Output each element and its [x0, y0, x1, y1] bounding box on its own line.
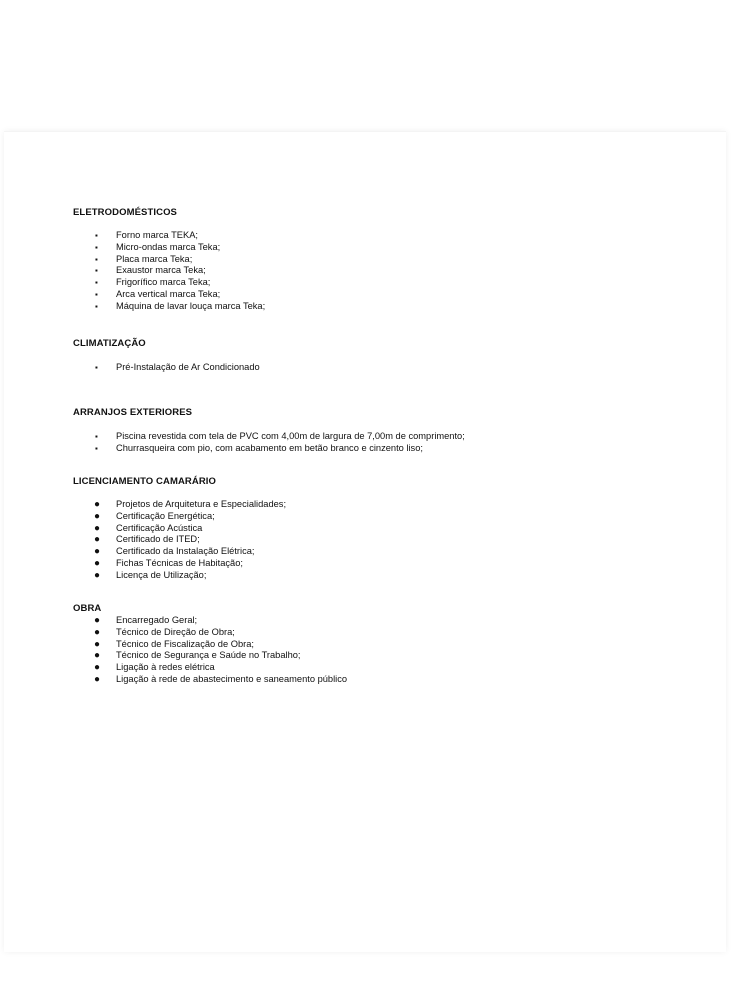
section-title: CLIMATIZAÇÃO — [73, 338, 146, 349]
list-item-text: Churrasqueira com pio, com acabamento em betão branco e cinzento liso; — [116, 442, 423, 453]
round-bullet-icon: ● — [94, 662, 101, 674]
round-bullet-icon: ● — [94, 510, 101, 522]
round-bullet-icon: ● — [94, 626, 101, 638]
item-list — [73, 230, 693, 313]
square-bullet-icon: ▪ — [95, 432, 98, 441]
section-licenciamento-camarario — [73, 476, 693, 582]
list-item — [73, 499, 693, 511]
square-bullet-icon: ▪ — [95, 443, 98, 453]
list-item — [73, 301, 693, 313]
list-item-text: Técnico de Direção de Obra; — [116, 626, 235, 637]
round-bullet-icon: ● — [94, 546, 101, 558]
round-bullet-icon: ● — [94, 673, 101, 685]
round-bullet-icon: ● — [94, 557, 101, 569]
list-item-text: Forno marca TEKA; — [116, 230, 198, 240]
square-bullet-icon: ▪ — [95, 289, 98, 299]
list-item — [73, 431, 693, 443]
list-item-text: Técnico de Fiscalização de Obra; — [116, 638, 254, 649]
list-item — [73, 511, 693, 523]
list-item — [73, 277, 693, 289]
list-item-text: Frigorífico marca Teka; — [116, 277, 211, 288]
item-list — [73, 431, 693, 455]
list-item-text: Certificação Energética; — [116, 510, 215, 521]
square-bullet-icon: ▪ — [95, 266, 98, 276]
round-bullet-icon: ● — [94, 615, 101, 626]
list-item-text: Placa marca Teka; — [116, 253, 193, 264]
list-item-text: Arca vertical marca Teka; — [116, 288, 221, 299]
square-bullet-icon: ▪ — [95, 363, 98, 372]
round-bullet-icon: ● — [94, 650, 101, 662]
section-climatizacao — [73, 338, 693, 374]
square-bullet-icon: ▪ — [95, 242, 98, 252]
document-page — [4, 131, 726, 952]
list-item-text: Certificado da Instalação Elétrica; — [116, 546, 255, 557]
square-bullet-icon: ▪ — [95, 231, 98, 240]
list-item-text: Projetos de Arquitetura e Especialidades; — [116, 499, 287, 509]
section-eletrodomesticos — [73, 207, 693, 313]
section-title: LICENCIAMENTO CAMARÁRIO — [73, 476, 217, 487]
list-item-text: Certificado de ITED; — [116, 534, 200, 545]
list-item-text: Certificação Acústica — [116, 522, 203, 533]
list-item — [73, 674, 693, 686]
list-item — [73, 650, 693, 662]
round-bullet-icon: ● — [94, 569, 101, 581]
list-item-text: Máquina de lavar louça marca Teka; — [116, 300, 266, 311]
list-item-text: Piscina revestida com tela de PVC com 4,00m de largura de 7,00m de comprimento; — [116, 431, 465, 441]
list-item — [73, 615, 693, 627]
list-item-text: Técnico de Segurança e Saúde no Trabalho; — [116, 650, 301, 661]
list-item-text: Ligação à redes elétrica — [116, 662, 215, 673]
list-item — [73, 523, 693, 535]
list-item-text: Pré-Instalação de Ar Condicionado — [116, 362, 260, 372]
section-title: ARRANJOS EXTERIORES — [73, 407, 193, 418]
square-bullet-icon: ▪ — [95, 278, 98, 288]
round-bullet-icon: ● — [94, 522, 101, 534]
round-bullet-icon: ● — [94, 534, 101, 546]
list-item — [73, 254, 693, 266]
square-bullet-icon: ▪ — [95, 254, 98, 264]
item-list — [73, 362, 693, 374]
list-item-text: Licença de Utilização; — [116, 569, 207, 580]
square-bullet-icon: ▪ — [95, 301, 98, 311]
round-bullet-icon: ● — [94, 499, 101, 510]
list-item — [73, 230, 693, 242]
list-item — [73, 662, 693, 674]
list-item — [73, 627, 693, 639]
list-item-text: Micro-ondas marca Teka; — [116, 241, 221, 252]
list-item-text: Ligação à rede de abastecimento e saneamento público — [116, 673, 348, 684]
list-item-text: Fichas Técnicas de Habitação; — [116, 557, 243, 568]
round-bullet-icon: ● — [94, 638, 101, 650]
list-item — [73, 289, 693, 301]
list-item-text: Encarregado Geral; — [116, 615, 198, 625]
item-list — [73, 499, 693, 582]
section-arranjos-exteriores — [73, 407, 693, 455]
list-item — [73, 265, 693, 277]
section-title: ELETRODOMÉSTICOS — [73, 207, 177, 218]
list-item — [73, 570, 693, 582]
section-title: OBRA — [73, 603, 102, 614]
list-item — [73, 242, 693, 254]
item-list — [73, 615, 693, 686]
list-item — [73, 534, 693, 546]
list-item-text: Exaustor marca Teka; — [116, 265, 206, 276]
section-obra — [73, 603, 693, 686]
list-item — [73, 362, 693, 374]
list-item — [73, 558, 693, 570]
list-item — [73, 443, 693, 455]
list-item — [73, 546, 693, 558]
list-item — [73, 639, 693, 651]
